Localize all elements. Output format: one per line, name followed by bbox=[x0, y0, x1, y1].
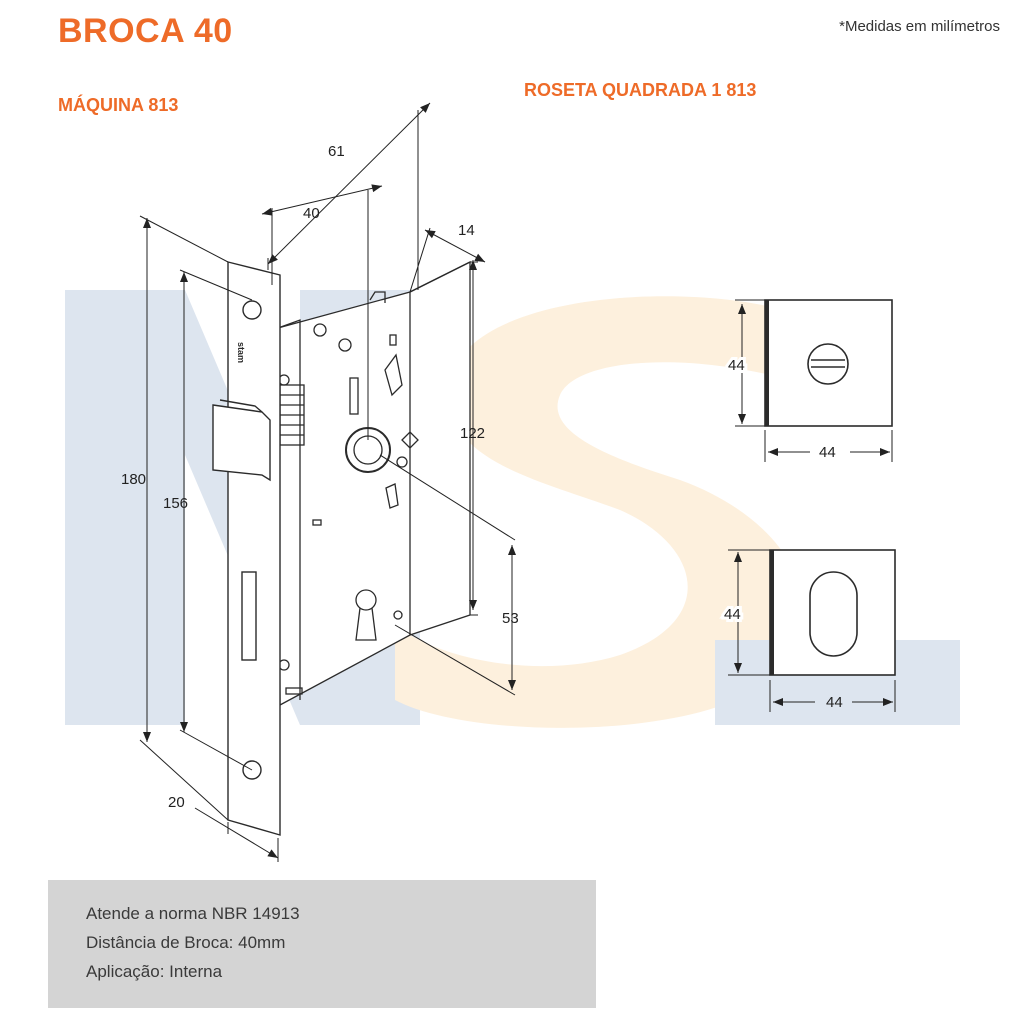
spec-standard: Atende a norma NBR 14913 bbox=[86, 904, 300, 923]
lock-subtitle: MÁQUINA 813 bbox=[58, 95, 179, 115]
rosette-cylinder bbox=[770, 550, 895, 675]
dim-faceplate-height-label: 180 bbox=[121, 471, 147, 488]
dim-depth-label: 61 bbox=[328, 143, 345, 160]
dim-case-height-label: 122 bbox=[460, 425, 486, 442]
spec-info-box bbox=[48, 880, 596, 1008]
lock-body bbox=[278, 262, 470, 705]
dim-handle-to-key-label: 53 bbox=[502, 610, 519, 627]
rosette-subtitle: ROSETA QUADRADA 1 813 bbox=[524, 80, 757, 100]
units-note: *Medidas em milímetros bbox=[839, 18, 1000, 35]
rosette-cylinder-height-label: 44 bbox=[724, 606, 741, 623]
rosette-privacy-height-label: 44 bbox=[728, 357, 745, 374]
dim-backset-label: 40 bbox=[303, 205, 320, 222]
svg-text:stam: stam bbox=[236, 342, 246, 364]
dim-screw-spacing-label: 156 bbox=[163, 495, 189, 512]
rosette-privacy bbox=[765, 300, 892, 426]
rosette-cylinder-width-label: 44 bbox=[826, 694, 843, 711]
dim-faceplate-width-label: 20 bbox=[168, 794, 185, 811]
dim-case-width-label: 14 bbox=[458, 222, 475, 239]
spec-application: Aplicação: Interna bbox=[86, 962, 223, 981]
page-title: BROCA 40 bbox=[58, 12, 233, 50]
rosette-privacy-width-label: 44 bbox=[819, 444, 836, 461]
faceplate bbox=[213, 262, 280, 835]
spec-backset: Distância de Broca: 40mm bbox=[86, 933, 286, 952]
